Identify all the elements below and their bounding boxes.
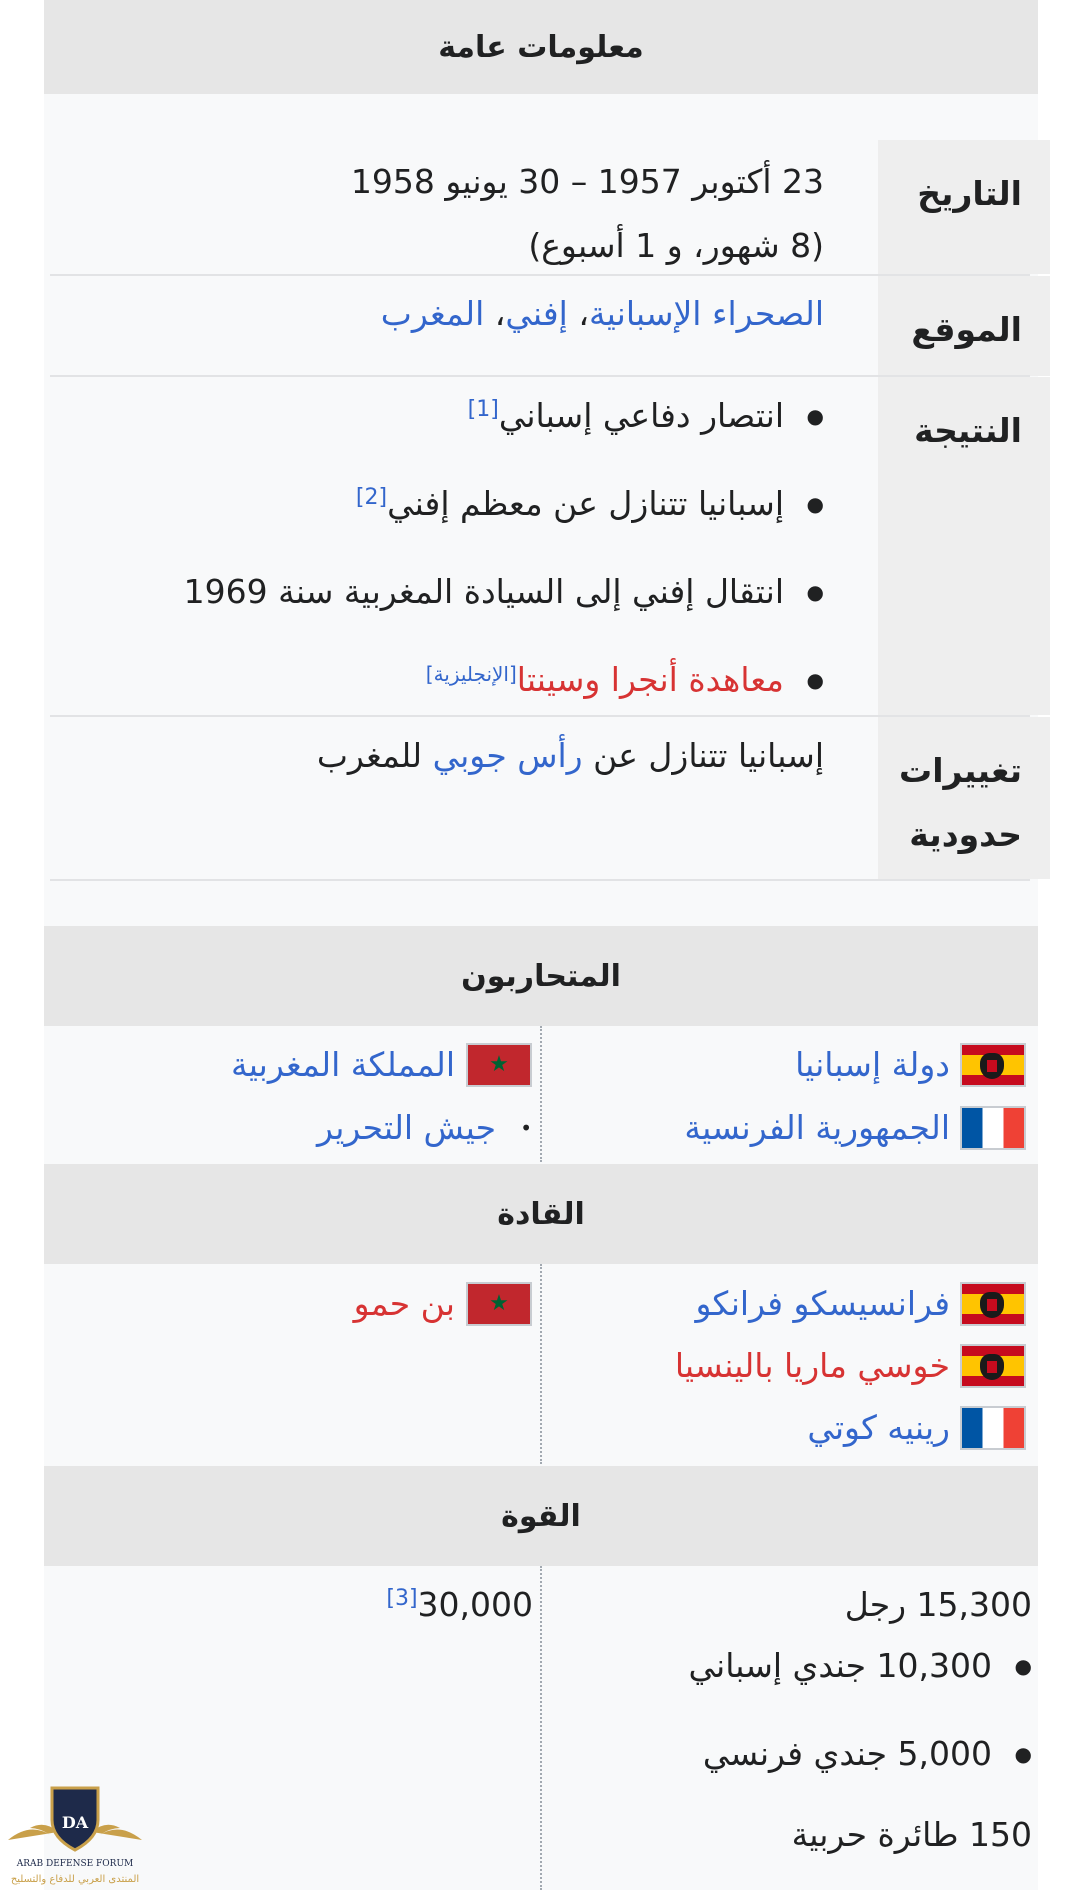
logo-mark: DA [61,1813,89,1832]
spain-flag-icon [960,1043,1026,1087]
strength-item [703,1727,1032,1783]
strength-side2-text: 30,000 [417,1585,533,1624]
link-kingdom-of-morocco[interactable]: المملكة المغربية [231,1045,455,1084]
date-label-text: التاريخ [917,174,1022,213]
location-value [381,288,824,340]
column-divider [540,1566,542,1890]
commander-franco [695,1277,950,1331]
territorial-changes-value [317,730,824,782]
result-item [356,478,824,532]
spain-flag-icon [960,1344,1026,1388]
arab-defense-forum-logo [0,1780,150,1890]
territorial-label-line2: حدودية [909,815,1022,854]
link-liberation-army[interactable]: جيش التحرير [316,1108,496,1147]
result-item [468,390,824,444]
bullet: ● [1014,1741,1032,1766]
territorial-text: للمغرب [316,736,433,775]
date-value [351,150,824,278]
result-label-text: النتيجة [914,411,1022,450]
commander-valencia [675,1339,950,1393]
france-flag-icon [960,1406,1026,1450]
citation-link[interactable]: [3] [386,1586,418,1611]
citation-link[interactable]: [2] [355,485,388,510]
strength-total-side2 [386,1578,533,1632]
france-flag-icon [960,1106,1026,1150]
link-francisco-franco[interactable]: فرانسيسكو فرانكو [695,1284,950,1323]
morocco-flag-icon: ★ [466,1043,532,1087]
link-angra-de-cintra-treaty[interactable]: معاهدة أنجرا وسينتا [516,660,784,699]
link-cape-juby[interactable]: رأس جوبي [432,736,583,775]
result-item-text: انتقال إفني إلى السيادة المغربية سنة 1969 [183,572,784,611]
result-item [426,654,824,708]
link-spanish-sahara[interactable]: الصحراء الإسبانية [588,294,824,333]
link-french-republic[interactable]: الجمهورية الفرنسية [684,1108,950,1147]
location-separator: ، [484,294,506,333]
bullet: ● [1014,1653,1032,1678]
result-item-text: انتصار دفاعي إسباني [498,396,784,435]
link-ben-hammou[interactable]: بن حمو [353,1284,455,1323]
column-divider [540,1026,542,1162]
commanders-header [44,1164,1038,1264]
bullet: ● [806,491,824,516]
link-rene-coty[interactable]: رينيه كوتي [807,1408,950,1447]
bullet: ● [806,403,824,428]
commanders-header-label: القادة [497,1196,585,1232]
link-morocco[interactable]: المغرب [380,294,485,333]
result-item-text: إسبانيا تتنازل عن معظم إفني [387,484,784,523]
belligerents-header [44,926,1038,1026]
general-info-header [44,0,1038,94]
morocco-flag-icon: ★ [466,1282,532,1326]
link-spanish-state[interactable]: دولة إسبانيا [795,1045,950,1084]
link-jose-maria-valencia[interactable]: خوسي ماريا بالينسيا [674,1346,950,1385]
strength-total-text: 15,300 رجل [844,1585,1032,1624]
column-divider [540,1264,542,1464]
strength-aircraft-text: 150 طائرة حربية [791,1815,1032,1854]
belligerent-france [684,1101,950,1155]
belligerent-liberation-army [317,1101,532,1157]
commander-coty [807,1401,950,1455]
belligerent-spain [795,1038,950,1092]
belligerents-header-label: المتحاربون [461,958,621,994]
date-duration: (8 شهور، و 1 أسبوع) [528,226,824,265]
strength-aircraft [792,1808,1032,1862]
interlanguage-link[interactable]: [الإنجليزية] [425,662,517,686]
location-label [878,276,1050,376]
row-divider [50,879,1030,881]
result-label [878,377,1050,715]
commander-ben-hammou [354,1277,455,1331]
logo-text-english: ARAB DEFENSE FORUM [16,1859,134,1869]
strength-header [44,1466,1038,1566]
logo-text-arabic: المنتدى العربي للدفاع والتسليح [10,1874,140,1885]
strength-item [689,1639,1032,1695]
territorial-label-line1: تغييرات [899,751,1022,790]
strength-item-text: 10,300 جندي إسباني [688,1646,992,1685]
date-label [878,140,1050,274]
location-separator: ، [567,294,589,333]
date-range: 23 أكتوبر 1957 – 30 يونيو 1958 [350,162,824,201]
general-info-header-label: معلومات عامة [438,29,644,65]
bullet: ● [806,579,824,604]
territorial-text: إسبانيا تتنازل عن [582,736,824,775]
strength-total-side1 [845,1578,1032,1632]
strength-item-text: 5,000 جندي فرنسي [702,1734,992,1773]
bullet: ● [806,667,824,692]
belligerent-morocco [231,1038,455,1092]
citation-link[interactable]: [1] [467,397,499,422]
location-label-text: الموقع [911,310,1022,349]
strength-header-label: القوة [501,1498,581,1534]
bullet: • [520,1115,532,1140]
spain-flag-icon [960,1282,1026,1326]
link-ifni[interactable]: إفني [505,294,568,333]
territorial-changes-label [878,717,1050,879]
result-item [184,566,824,620]
